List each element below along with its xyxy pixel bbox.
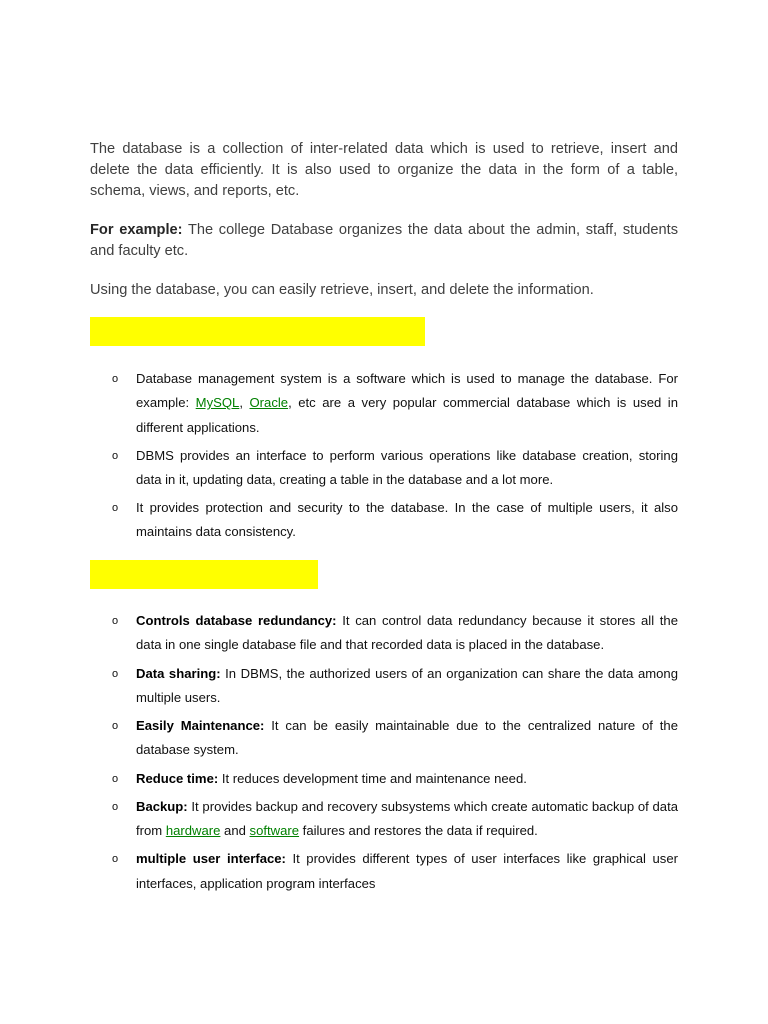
list-item-title: Data sharing: [136,665,221,681]
list-item-text: failures and restores the data if required. [299,823,538,838]
example-label: For example: [90,222,183,238]
hardware-link[interactable]: hardware [165,823,221,838]
list-item-text: It provides different types of user interfaces like graphical user interfaces, application program interfaces [136,851,678,891]
example-text: The college Database organizes the data about the admin, staff, students and faculty etc. [90,222,678,259]
bullet-circle-icon: o [112,502,119,515]
bullet-circle-icon: o [112,853,119,866]
list-item-text: Database management system is a software which is used to manage the database. For example: [136,371,678,411]
list-item [90,767,678,791]
bullet-circle-icon: o [112,373,119,385]
list-item-text: and [220,823,250,838]
list-item-text: In DBMS, the authorized users of an organization can share the data among multiple users. [136,665,678,705]
list-item [90,496,678,545]
usage-paragraph: Using the database, you can easily retrieve, insert, and delete the information. [90,282,594,298]
mysql-link[interactable]: MySQL [195,395,240,411]
list-item [90,795,678,844]
bullet-circle-icon: o [112,449,119,462]
section-heading-highlight-1 [90,317,425,346]
intro-paragraph: The database is a collection of inter-related data which is used to retrieve, insert and delete the data efficiently. It is also used to organize the data in the form of a table, schema, views, and reports, etc. [90,141,678,199]
bullet-circle-icon: o [112,720,119,732]
list-item-text: DBMS provides an interface to perform various operations like database creation, storing data in it, updating data, creating a table in the database and a lot more. [136,447,678,488]
list-item-title: Controls database redundancy: [136,613,337,628]
example-paragraph [90,220,678,262]
bullet-circle-icon: o [112,615,119,627]
list-item [90,367,678,440]
list-item [90,609,678,658]
list-item [90,662,678,711]
list-item-title: Backup: [136,798,188,814]
dbms-bullet-list [90,367,678,545]
list-item-separator: , [239,395,250,411]
advantages-bullet-list [90,609,678,896]
list-item [90,847,678,896]
list-item-text: It provides protection and security to the database. In the case of multiple users, it also maintains data consistency. [136,500,678,540]
list-item [90,444,678,493]
list-item-title: Easily Maintenance: [136,718,265,733]
bullet-circle-icon: o [112,667,119,680]
list-item-text: It reduces development time and maintenance need. [218,770,527,786]
list-item-text: , etc are a very popular commercial database which is used in different applications. [136,395,678,435]
bullet-circle-icon: o [112,800,119,813]
section-heading-highlight-2 [90,560,318,589]
list-item-title: multiple user interface: [136,851,286,867]
list-item-title: Reduce time: [136,770,219,786]
list-item [90,714,678,763]
list-item-text: It can be easily maintainable due to the centralized nature of the database system. [136,718,678,758]
list-item-text: It provides backup and recovery subsystems which create automatic backup of data from [136,798,678,838]
bullet-circle-icon: o [112,772,119,785]
list-item-text: It can control data redundancy because it stores all the data in one single database file and that recorded data is placed in the database. [136,613,678,653]
software-link[interactable]: software [249,823,300,838]
oracle-link[interactable]: Oracle [249,395,289,411]
